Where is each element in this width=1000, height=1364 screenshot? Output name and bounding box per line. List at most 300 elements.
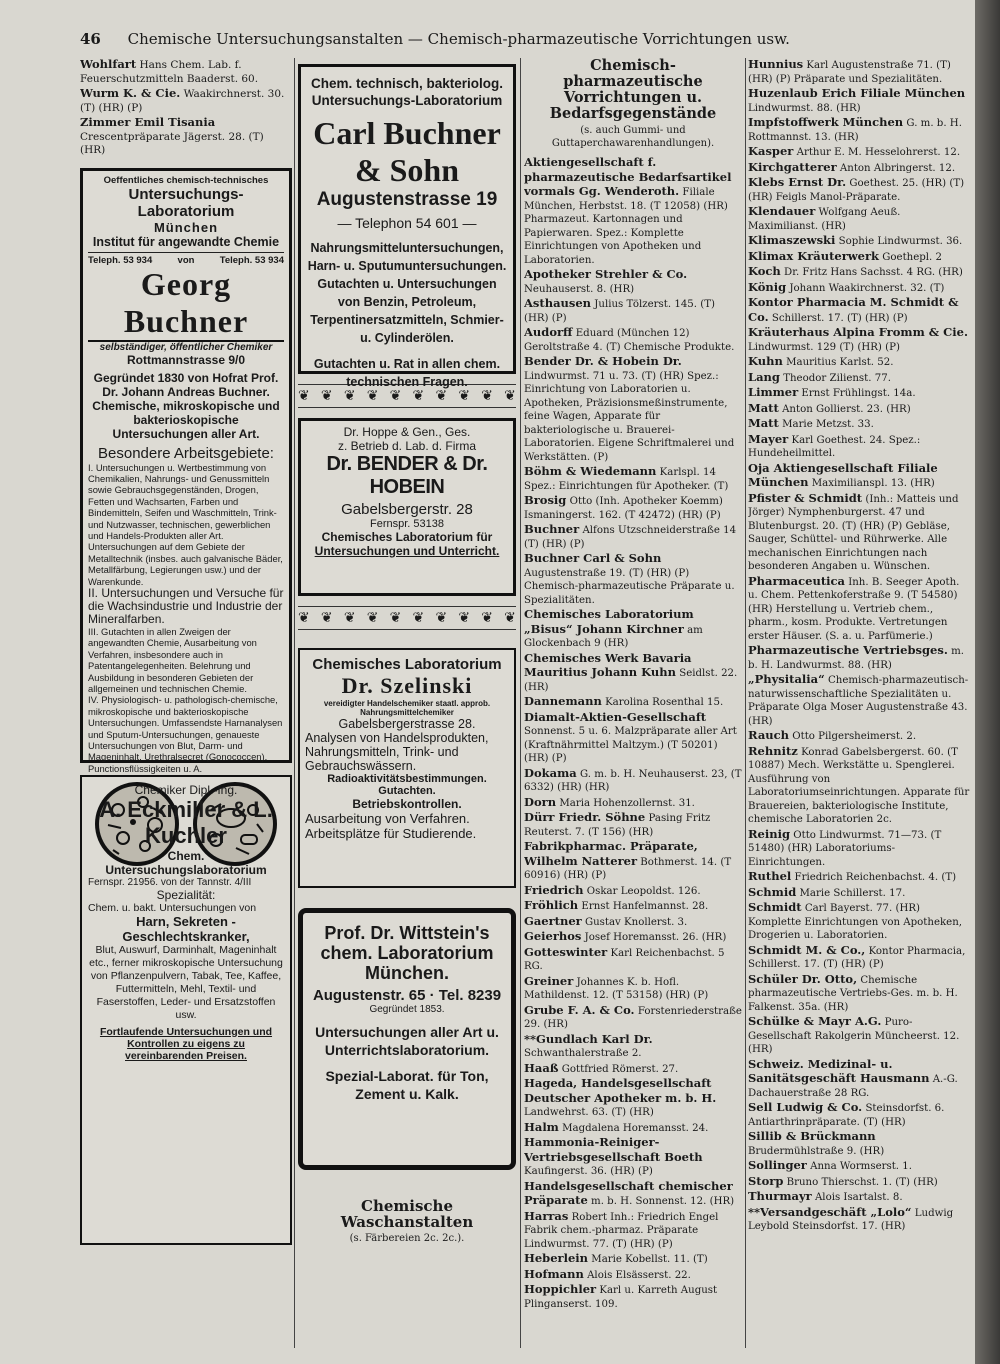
entry-list bbox=[524, 156, 742, 1311]
ad-paragraph: III. Gutachten in allen Zweigen der angewandten Chemie, Ausarbeitung von Verfahren, insbesondere auch in Patentangelegenheiten. Belehrung und Ausbildung in besonderen Gebieten der allgemeinen und technischen Chemie. bbox=[88, 625, 257, 694]
directory-entry bbox=[524, 465, 742, 493]
entry-name: Ruthel bbox=[748, 869, 792, 883]
directory-entry bbox=[524, 1283, 742, 1311]
entry-details: Eduard (München 12) Geroltstraße 4. (T) Chemische Produkte. bbox=[524, 328, 735, 353]
directory-entry bbox=[524, 915, 742, 930]
directory-entry bbox=[748, 386, 970, 401]
tel-left: Teleph. 53 934 bbox=[88, 254, 153, 266]
entry-name: Fröhlich bbox=[524, 898, 579, 912]
entry-name: Kuhn bbox=[748, 354, 783, 368]
entry-details: Sonnenst. 5 u. 6. Malzpräparate aller Art (Kraftnährmittel Maltzym.) (T 50201) (HR) (P) bbox=[524, 726, 737, 764]
directory-entry bbox=[748, 1206, 970, 1234]
directory-entry bbox=[524, 767, 742, 795]
entry-details: Dr. Fritz Hans Sachsst. 4 RG. (HR) bbox=[784, 267, 963, 278]
ad-line: Chemische, mikroskopische und bakterioskopische Untersuchungen aller Art. bbox=[92, 398, 280, 441]
entry-name: Handelsgesellschaft chemischer Präparate bbox=[524, 1178, 733, 1207]
entry-details: Pasing Fritz Reuterst. 7. (T 156) (HR) bbox=[524, 813, 711, 838]
ad-paragraph: Analysen von Handelsprodukten, Nahrungsmitteln, Trink- und Gebrauchswässern. bbox=[305, 731, 489, 773]
entry-name: Zimmer Emil Tisania bbox=[80, 115, 216, 129]
ad-line: Chem. technisch, bakteriolog. bbox=[310, 76, 504, 91]
directory-entry bbox=[748, 1159, 970, 1174]
entry-list bbox=[748, 58, 970, 1234]
directory-entry bbox=[524, 946, 742, 974]
ad-line: Spezialität: bbox=[156, 887, 216, 902]
entry-details: Anna Wormserst. 1. bbox=[810, 1161, 912, 1172]
entry-details: Kontor Pharmacia, Schillerst. 17. (T) (HR) (P) bbox=[748, 945, 966, 970]
directory-entry bbox=[748, 1175, 970, 1190]
directory-entry bbox=[748, 176, 970, 204]
directory-entry bbox=[524, 608, 742, 651]
directory-entry bbox=[524, 355, 742, 464]
entry-details: Karl Augustenstraße 71. (T) (HR) (P) Präparate und Spezialitäten. bbox=[748, 60, 951, 85]
entry-details: Ernst Frühlingst. 14a. bbox=[801, 388, 916, 399]
directory-entry bbox=[748, 371, 970, 386]
entry-details: Karl Reichenbachst. 5 RG. bbox=[524, 947, 725, 972]
entry-name: Heberlein bbox=[524, 1251, 589, 1265]
entry-name: Halm bbox=[524, 1119, 559, 1134]
entry-name: Bender Dr. & Hobein Dr. bbox=[524, 354, 682, 368]
ad-line: Gabelsbergerstr. 28 bbox=[341, 501, 473, 518]
ad-line: Gegründet 1853. bbox=[369, 1004, 445, 1015]
ad-line: Augustenstrasse 19 bbox=[316, 189, 498, 210]
entry-details: Carl Bayerst. 77. (HR) Komplette Einrichtungen von Apotheken, Drogerien u. Laboratorien. bbox=[748, 903, 962, 941]
entry-details: Arthur E. M. Hesselohrerst. 12. bbox=[796, 147, 961, 158]
entry-name: Geierhos bbox=[524, 929, 582, 943]
section-title: Chemische Waschanstalten bbox=[340, 1197, 474, 1231]
ad-line: München bbox=[153, 219, 219, 235]
entry-details: Ludwig Leybold Steinsdorfst. 17. (HR) bbox=[748, 1207, 954, 1232]
ad-paragraph: II. Untersuchungen und Versuche für die Wachsindustrie und Industrie der Mineralfarben. bbox=[88, 585, 284, 626]
entry-details: Anton Gollierst. 23. (HR) bbox=[782, 403, 911, 415]
directory-entry bbox=[524, 975, 742, 1003]
entry-details: Goethest. 25. (HR) (T) (HR) Feigls Manol-Präparate. bbox=[748, 178, 965, 203]
entry-name: „Physitalia“ bbox=[748, 672, 825, 686]
directory-entry bbox=[524, 1062, 742, 1077]
ad-paragraph: Spezial-Laborat. für Ton, Zement u. Kalk. bbox=[325, 1068, 489, 1102]
entry-details: Theodor Zilienst. 77. bbox=[783, 372, 891, 384]
directory-entry bbox=[524, 1033, 742, 1061]
entry-name: Sillib & Brückmann bbox=[748, 1129, 876, 1143]
entry-details: Karlspl. 14 Spez.: Einrichtungen für Apotheker. (T) bbox=[524, 467, 729, 492]
ad-line: vereidigter Handelschemiker staatl. approb. Nahrungsmittelchemiker bbox=[323, 699, 491, 717]
directory-entry bbox=[524, 796, 742, 811]
ad-paragraph: Blut, Auswurf, Darminhalt, Mageninhalt etc., ferner mikroskopische Untersuchung von Pflanzenpulvern, Tabak, Tee, Kaffee, Futtermitteln, Mehl, Textil- und Faserstoffen, Leder- und Ersatzstoffen usw. bbox=[89, 943, 283, 1021]
entry-details: Schillerst. 17. (T) (HR) (P) bbox=[771, 312, 908, 324]
entry-name: Klendauer bbox=[748, 204, 816, 218]
ad-company-name: A. Eckmiller & L. Kuchler bbox=[99, 796, 273, 848]
directory-entry bbox=[524, 156, 742, 267]
entry-details: Waakirchnerst. 30. (T) (HR) (P) bbox=[80, 88, 285, 114]
entry-name: Friedrich bbox=[524, 882, 584, 897]
entry-name: Gaertner bbox=[524, 913, 582, 928]
directory-entry bbox=[748, 296, 970, 325]
ad-company-name: Prof. Dr. Wittstein's bbox=[324, 923, 490, 943]
ad-line: Dr. Hoppe & Gen., Ges. bbox=[343, 425, 471, 439]
entry-name: Wurm K. & Cie. bbox=[80, 86, 181, 100]
entry-name: Schmidt M. & Co., bbox=[748, 942, 866, 957]
entry-name: Haaß bbox=[524, 1060, 559, 1075]
column-divider bbox=[520, 58, 521, 1348]
entry-name: Mayer bbox=[748, 431, 789, 446]
ad-paragraph: Nahrungsmitteluntersuchungen, Harn- u. Sputumuntersuchungen. Gutachten u. Untersuchungen von Benzin, Petroleum, Terpentinersatzmitteln, Schmier- u. Cylinderölen. bbox=[307, 241, 507, 345]
entry-details: Gustav Knollerst. 3. bbox=[584, 916, 688, 928]
ad-line: Oeffentliches chemisch-technisches bbox=[103, 174, 269, 186]
section-title: Chemisch-pharmazeutische Vorrichtungen u. Bedarfsgegenstände bbox=[549, 58, 717, 122]
directory-entry bbox=[748, 87, 970, 115]
directory-entry bbox=[748, 58, 970, 86]
entry-details: Chemisch-pharmazeutisch-naturwissenschaftliche Spezialitäten u. Präparate Olga Moser Augustenstraße 43. (HR) bbox=[748, 675, 969, 727]
entry-name: Schweiz. Medizinal- u. Sanitätsgeschäft Hausmann bbox=[748, 1056, 930, 1085]
entry-details: Friedrich Reichenbachst. 4. (T) bbox=[794, 872, 957, 883]
entry-name: Wohlfart bbox=[80, 58, 137, 71]
entry-name: Kirchgatterer bbox=[748, 159, 837, 174]
entry-details: Lindwurmst. 129 (T) (HR) (P) bbox=[748, 341, 900, 353]
ad-company-name: Dr. BENDER & Dr. HOBEIN bbox=[326, 453, 488, 498]
directory-entry bbox=[524, 711, 742, 766]
entry-details: Karl Goethest. 24. Spez.: Hundeheilmittel. bbox=[748, 434, 921, 459]
entry-details: Alois Isartalst. 8. bbox=[814, 1192, 903, 1203]
entry-name: Matt bbox=[748, 416, 779, 430]
entry-details: Mauritius Karlst. 52. bbox=[786, 357, 894, 368]
directory-entry bbox=[524, 297, 742, 325]
ad-line: Untersuchungen und Unterricht. bbox=[314, 544, 500, 558]
entry-name: Limmer bbox=[748, 385, 799, 399]
entry-name: Apotheker Strehler & Co. bbox=[524, 267, 688, 281]
entry-name: Chemisches Laboratorium „Bisus“ Johann Kirchner bbox=[524, 607, 694, 636]
directory-entry bbox=[748, 886, 970, 901]
entry-details: Gottfried Römerst. 27. bbox=[561, 1063, 679, 1075]
directory-entry bbox=[748, 161, 970, 176]
running-title: Chemische Untersuchungsanstalten — Chemisch-pharmazeutische Vorrichtungen usw. bbox=[127, 30, 790, 48]
directory-entry bbox=[748, 116, 970, 144]
entry-details: Bruno Thierschst. 1. (T) (HR) bbox=[786, 1176, 938, 1188]
entry-name: Audorff bbox=[524, 325, 573, 339]
directory-entry bbox=[748, 673, 970, 728]
entry-name: Fabrikpharmac. Präparate, Wilhelm Natterer bbox=[524, 839, 698, 868]
directory-entry bbox=[524, 1210, 742, 1252]
entry-name: Pharmazeutische Vertriebsges. bbox=[748, 643, 948, 657]
entry-name: Schmidt bbox=[748, 900, 802, 914]
ad-paragraph: Untersuchungen aller Art u. Unterrichtslaboratorium. bbox=[315, 1024, 499, 1058]
ad-line: Fernspr. 53138 bbox=[370, 518, 444, 530]
entry-details: G. m. b. H. Rottmannst. 13. (HR) bbox=[748, 118, 962, 143]
entry-details: Karl u. Karreth August Plinganserst. 109. bbox=[524, 1285, 718, 1310]
entry-name: Hammonia-Reiniger-Vertriebsgesellschaft Boeth bbox=[524, 1135, 703, 1164]
entry-name: Klimax Kräuterwerk bbox=[748, 248, 880, 263]
entry-name: Huzenlaub Erich Filiale München bbox=[748, 86, 966, 100]
entry-name: Kräuterhaus Alpina Fromm & Cie. bbox=[748, 325, 968, 339]
column-1 bbox=[80, 58, 292, 1358]
directory-entry bbox=[524, 1077, 742, 1120]
directory-entry bbox=[748, 973, 970, 1015]
directory-entry bbox=[748, 417, 970, 432]
directory-entry bbox=[524, 1136, 742, 1179]
directory-entry bbox=[524, 494, 742, 522]
directory-entry bbox=[748, 433, 970, 461]
ad-line: Untersuchungs-Laboratorium bbox=[128, 185, 244, 220]
entry-details: Anton Albringerst. 12. bbox=[839, 162, 956, 174]
directory-entry bbox=[748, 1058, 970, 1101]
entry-name: Schüler Dr. Otto, bbox=[748, 971, 858, 986]
entry-details: Brudermühlstraße 9. (HR) bbox=[748, 1145, 885, 1157]
directory-entry bbox=[748, 402, 970, 417]
entry-details: Schwanthalerstraße 2. bbox=[524, 1048, 642, 1059]
entry-name: Reinig bbox=[748, 826, 791, 841]
ad-line: Untersuchungs-Laboratorium bbox=[311, 93, 503, 108]
entry-details: Maximilianspl. 13. (HR) bbox=[811, 478, 935, 489]
entry-name: Aktiengesellschaft f. pharmazeutische Bedarfsartikel vormals Gg. Wenderoth. bbox=[524, 155, 732, 198]
telephone-row bbox=[88, 252, 284, 266]
ad-line: Harn, Sekreten - Geschlechtskranker, bbox=[122, 913, 250, 944]
directory-entry bbox=[524, 552, 742, 607]
entry-name: Hageda, Handelsgesellschaft Deutscher Apotheker m. b. H. bbox=[524, 1076, 717, 1105]
directory-entry bbox=[748, 265, 970, 280]
entry-name: Brosig bbox=[524, 493, 567, 507]
entry-name: Asthausen bbox=[524, 296, 592, 310]
ornament-border: ❦ ❦ ❦ ❦ ❦ ❦ ❦ ❦ ❦ ❦ bbox=[298, 384, 516, 408]
entry-details: Landwehrst. 63. (T) (HR) bbox=[524, 1107, 654, 1118]
entry-name: Dannemann bbox=[524, 694, 602, 708]
entry-details: Inh. B. Seeger Apoth. u. Chem. Pettenkoferstraße 9. (T 54580) (HR) Herstellung u. Vertrieb chem., pharm., kosm. Produkte. Vertretungen erster Häuser. (S. a. u. Parfümerie.) bbox=[748, 576, 960, 642]
entry-details: Konrad Gabelsbergerst. 60. (T 10887) Mech. Werkstätte u. Spenglerei. Ausführung von Laboratoriumseinrichtungen. Apparate für Brauereien, bakteriologische Institute, chemische Laboratorien 2c. bbox=[748, 746, 970, 825]
tel-right: Teleph. 53 934 bbox=[219, 254, 284, 266]
directory-entry bbox=[748, 355, 970, 370]
entry-details: Johannes K. b. Hofl. Mathildenst. 12. (T 53158) (HR) (P) bbox=[524, 976, 709, 1001]
entry-details: Johann Waakirchnerst. 32. (T) bbox=[789, 282, 945, 294]
entry-name: Sollinger bbox=[748, 1158, 807, 1172]
page-number: 46 bbox=[80, 30, 101, 48]
directory-entry bbox=[524, 1121, 742, 1136]
directory-entry bbox=[748, 901, 970, 943]
entry-details: Forstenriederstraße 29. (HR) bbox=[524, 1005, 742, 1030]
directory-entry bbox=[524, 268, 742, 296]
entry-details: Otto (Inh. Apotheker Koemm) Ismaningerst. 162. (T 42472) (HR) (P) bbox=[524, 496, 723, 521]
entry-name: Klebs Ernst Dr. bbox=[748, 175, 847, 189]
entry-details: Karolina Rosenthal 15. bbox=[605, 697, 724, 708]
directory-entry bbox=[524, 899, 742, 914]
ad-line: Besondere Arbeitsgebiete: bbox=[98, 444, 274, 462]
column-4 bbox=[748, 58, 970, 1358]
directory-entry bbox=[524, 1268, 742, 1283]
entry-name: Greiner bbox=[524, 973, 574, 988]
directory-entry bbox=[748, 492, 970, 574]
directory-entry bbox=[524, 930, 742, 945]
entry-details: Bothmerst. 14. (T 60916) (HR) (P) bbox=[524, 856, 732, 881]
ad-line: z. Betrieb d. Lab. d. Firma bbox=[337, 439, 477, 453]
ad-company-name: Georg Buchner bbox=[88, 266, 284, 342]
ad-line: Chem. Untersuchungslaboratorium bbox=[105, 848, 267, 877]
ad-szelinski bbox=[298, 648, 516, 888]
entry-name: Storp bbox=[748, 1173, 784, 1188]
entry-details: Marie Metzst. 33. bbox=[782, 419, 874, 430]
directory-entry bbox=[748, 281, 970, 296]
entry-details: Goethepl. 2 bbox=[882, 251, 942, 263]
entry-details: Steinsdorfst. 6. Antiarthrinpräparate. (T) (HR) bbox=[748, 1103, 945, 1128]
ad-line: München. bbox=[365, 963, 449, 983]
directory-entry bbox=[748, 644, 970, 672]
column-divider bbox=[745, 58, 746, 1348]
entry-details: Puro-Gesellschaft Rakolgerin Müncheerst. 12. (HR) bbox=[748, 1017, 960, 1055]
ad-line: Augustenstr. 65 · Tel. 8239 bbox=[312, 987, 502, 1004]
entry-details: (Inh.: Matteis und Jörger) Nymphenburgerst. 47 und Blutenburgst. 20. (T) (HR) (P) Gebläse, Sauger, Schüttel- und Rührwerke. Alle mechanischen Einrichtungen nach besonderen Angaben u. Wünschen. bbox=[748, 493, 959, 572]
ad-line: Institut für angewandte Chemie bbox=[92, 234, 280, 249]
entry-details: Hans Chem. Lab. f. Feuerschutzmitteln Baaderst. 60. bbox=[80, 59, 259, 85]
entry-name: Dürr Friedr. Söhne bbox=[524, 810, 646, 824]
entry-details: m. b. H. Sonnenst. 12. (HR) bbox=[591, 1196, 735, 1207]
entry-details: Chemische pharmazeutische Vertriebs-Ges. m. b. H. Falkenst. 35a. (HR) bbox=[748, 974, 958, 1013]
entry-name: Koch bbox=[748, 264, 781, 278]
ad-bender-hobein bbox=[298, 418, 516, 596]
entry-name: König bbox=[748, 279, 787, 294]
ad-line: Chemisches Laboratorium bbox=[312, 656, 502, 673]
ad-wittstein bbox=[298, 908, 516, 1170]
entry-details: Alfons Utzschneiderstraße 14 (T) (HR) (P) bbox=[524, 525, 737, 550]
directory-entry bbox=[748, 828, 970, 870]
entry-details: Oskar Leopoldst. 126. bbox=[586, 885, 701, 897]
directory-entry bbox=[524, 695, 742, 710]
ad-paragraph: Ausarbeitung von Verfahren. Arbeitsplätze für Studierende. bbox=[305, 811, 477, 841]
ad-line: — Telephon 54 601 — bbox=[337, 215, 477, 231]
entry-name: **Gundlach Karl Dr. bbox=[524, 1031, 653, 1046]
entry-name: Kontor Pharmacia M. Schmidt & Co. bbox=[748, 295, 959, 324]
entry-name: Hoppichler bbox=[524, 1282, 597, 1296]
entry-details: Lindwurmst. 88. (HR) bbox=[748, 102, 861, 114]
ornament-border: ❦ ❦ ❦ ❦ ❦ ❦ ❦ ❦ ❦ ❦ bbox=[298, 606, 516, 630]
entry-name: Harras bbox=[524, 1208, 569, 1223]
entry-details: Lindwurmst. 71 u. 73. (T) (HR) Spez.: Einrichtung von Laboratorien u. Apotheken, Präzisionsmeßinstrumente, feine Wagen, Apparate für bakteriologische u. Brauerei-Laboratorien. Eigene Schriftmalerei und Werkstätten. (P) bbox=[524, 370, 735, 463]
entry-name: Impfstoffwerk München bbox=[748, 115, 904, 129]
entry-name: Sell Ludwig & Co. bbox=[748, 1100, 863, 1114]
ad-line: Betriebskontrollen. bbox=[352, 797, 462, 811]
ad-line: chem. Laboratorium bbox=[320, 943, 494, 963]
entry-details: Julius Tölzerst. 145. (T) (HR) (P) bbox=[524, 299, 716, 324]
entry-details: Otto Pilgersheimerst. 2. bbox=[792, 731, 917, 742]
ad-line: Chemisches Laboratorium für bbox=[321, 530, 493, 544]
entry-name: Rauch bbox=[748, 728, 789, 742]
directory-entry bbox=[748, 729, 970, 744]
entry-name: Pfister & Schmidt bbox=[748, 490, 863, 505]
ad-company-name: Carl Buchner & Sohn bbox=[313, 115, 501, 188]
entry-details: am Glockenbach 9 (HR) bbox=[524, 624, 703, 649]
entry-details: Neuhauserst. 8. (HR) bbox=[524, 283, 635, 295]
entry-details: Augustenstraße 19. (T) (HR) (P) Chemisch-pharmazeutische Präparate u. Spezialitäten. bbox=[524, 567, 735, 606]
directory-entry bbox=[748, 145, 970, 160]
directory-entry bbox=[748, 462, 970, 491]
entry-name: Rehnitz bbox=[748, 743, 798, 758]
ad-line: Rottmannstrasse 9/0 bbox=[126, 352, 246, 367]
entry-details: Marie Kobellst. 11. (T) bbox=[591, 1254, 708, 1265]
directory-entry bbox=[524, 523, 742, 551]
directory-entry bbox=[748, 234, 970, 249]
entry-name: Gotteswinter bbox=[524, 944, 608, 959]
entry-details: Wolfgang Aeuß. Maximilianst. (HR) bbox=[748, 207, 901, 232]
column-divider bbox=[294, 58, 295, 1348]
ad-line: Chem. u. bakt. Untersuchungen von bbox=[88, 901, 257, 914]
ad-paragraph: IV. Physiologisch- u. pathologisch-chemische, mikroskopische und bakterioskopische Untersuchungen. Umfassendste Harnanalysen und Sputum-Untersuchungen, genaueste Untersuchungen von Blut, Darm- und Mageninhalt, Urethralsecret (Gonococcen), Punctionsflüssigkeiten u. A. bbox=[88, 694, 283, 774]
entry-details: Sophie Lindwurmst. 36. bbox=[838, 236, 963, 247]
directory-entry bbox=[524, 1180, 742, 1209]
ad-company-name: Dr. Szelinski bbox=[341, 673, 473, 698]
directory-entry bbox=[524, 811, 742, 839]
entry-name: Schülke & Mayr A.G. bbox=[748, 1014, 882, 1028]
book-binding-edge bbox=[975, 0, 1000, 1364]
entry-name: **Versandgeschäft „Lolo“ bbox=[748, 1204, 912, 1219]
directory-entry bbox=[524, 1252, 742, 1267]
ad-line: selbständiger, öffentlicher Chemiker bbox=[99, 341, 273, 353]
directory-entry bbox=[80, 58, 292, 86]
ad-georg-buchner bbox=[80, 168, 292, 774]
directory-entry bbox=[524, 326, 742, 354]
entry-details: Crescentpräparate Jägerst. 28. (T) (HR) bbox=[80, 130, 264, 156]
ad-line: Radioaktivitätsbestimmungen. Gutachten. bbox=[327, 773, 487, 797]
ad-carl-buchner bbox=[298, 64, 516, 389]
entry-name: Klimaszewski bbox=[748, 233, 836, 247]
ad-line: Fortlaufende Untersuchungen und Kontrollen zu eigens zu vereinbarenden Preisen. bbox=[99, 1025, 273, 1062]
entry-details: Robert Inh.: Friedrich Engel Fabrik chem.-pharmaz. Präparate Lindwurmst. 77. (T) (HR) (P) bbox=[524, 1211, 719, 1250]
directory-entry bbox=[748, 944, 970, 972]
entry-name: Buchner bbox=[524, 522, 580, 536]
column-2 bbox=[298, 58, 516, 1358]
ad-line: Gegründet 1830 von Hofrat Prof. Dr. Johann Andreas Buchner. bbox=[93, 370, 279, 399]
entry-details: Filiale München, Herbstst. 18. (T 12058) (HR) Pharmazeut. Kartonnagen und Papierwaren. Spez.: Komplette Einrichtungen von Apotheken und Laboratorien. bbox=[524, 187, 728, 266]
entry-name: Böhm & Wiedemann bbox=[524, 464, 657, 478]
entry-name: Dokama bbox=[524, 765, 577, 780]
directory-entry bbox=[748, 1190, 970, 1205]
ad-line: Chemiker Dipl.-Ing. bbox=[134, 782, 238, 797]
entry-details: Kaufingerst. 36. (HR) (P) bbox=[524, 1166, 653, 1177]
entry-name: Chemisches Werk Bavaria Mauritius Johann Kuhn bbox=[524, 650, 692, 679]
directory-entry bbox=[80, 87, 292, 115]
directory-entry bbox=[524, 840, 742, 883]
directory-entry bbox=[748, 1130, 970, 1158]
directory-entry bbox=[748, 250, 970, 265]
entry-name: Schmid bbox=[748, 884, 797, 899]
directory-entry bbox=[748, 205, 970, 233]
entry-details: Marie Schillerst. 17. bbox=[799, 887, 906, 899]
directory-entry bbox=[748, 745, 970, 827]
entry-details: m. b. H. Landwurmst. 88. (HR) bbox=[748, 646, 964, 671]
directory-entry bbox=[748, 870, 970, 885]
directory-entry bbox=[524, 652, 742, 695]
ad-paragraph: Gutachten u. Rat in allen chem. technischen Fragen. bbox=[313, 357, 501, 389]
entry-details: Maria Hohenzollernst. 31. bbox=[559, 797, 695, 809]
column-3 bbox=[524, 58, 742, 1358]
directory-entry bbox=[748, 326, 970, 354]
entry-name: Thurmayr bbox=[748, 1189, 812, 1203]
ad-paragraph: I. Untersuchungen u. Wertbestimmung von Chemikalien, Nahrungs- und Genussmitteln sowie Gebrauchsgegenständen, Drogen, Fetten und Wachsarten, Farben und Bindemitteln, Seifen und Waschmitteln, Trink- und Nutzwasser, technischen, gewerblichen und Handels-Produkten aller Art. Untersuchungen auf dem Gebiete der Metalltechnik (insbes. auch galvanische Bäder, Metallfärbung, Legierungen usw.) und der Warenkunde. bbox=[88, 461, 283, 587]
entry-name: Hunnius bbox=[748, 58, 804, 71]
section-note: (s. Färbereien 2c. 2c.). bbox=[349, 1233, 465, 1244]
entry-name: Kasper bbox=[748, 144, 794, 158]
entry-details: Josef Horemansst. 26. (HR) bbox=[584, 932, 727, 943]
directory-entry bbox=[748, 1101, 970, 1129]
page-header bbox=[80, 30, 790, 48]
directory-entry bbox=[748, 1015, 970, 1057]
entry-details: Magdalena Horemansst. 24. bbox=[562, 1122, 709, 1134]
entry-details: Alois Elsässerst. 22. bbox=[587, 1269, 691, 1281]
tel-mid: von bbox=[177, 254, 195, 266]
directory-entry bbox=[524, 884, 742, 899]
directory-entry bbox=[524, 1004, 742, 1032]
entry-name: Oja Aktiengesellschaft Filiale München bbox=[748, 460, 938, 489]
entry-details: A.-G. Dachauerstraße 28 RG. bbox=[748, 1074, 958, 1099]
entry-details: G. m. b. H. Neuhauserst. 23, (T 6332) (HR) (HR) bbox=[524, 768, 742, 793]
ad-line: Gabelsbergerstrasse 28. bbox=[338, 717, 476, 731]
section-note: (s. auch Gummi- und Guttaperchawarenhandlungen). bbox=[551, 125, 715, 149]
entry-name: Matt bbox=[748, 400, 779, 415]
entry-name: Buchner Carl & Sohn bbox=[524, 551, 662, 565]
entry-details: Ernst Hanfelmannst. 28. bbox=[581, 901, 709, 912]
